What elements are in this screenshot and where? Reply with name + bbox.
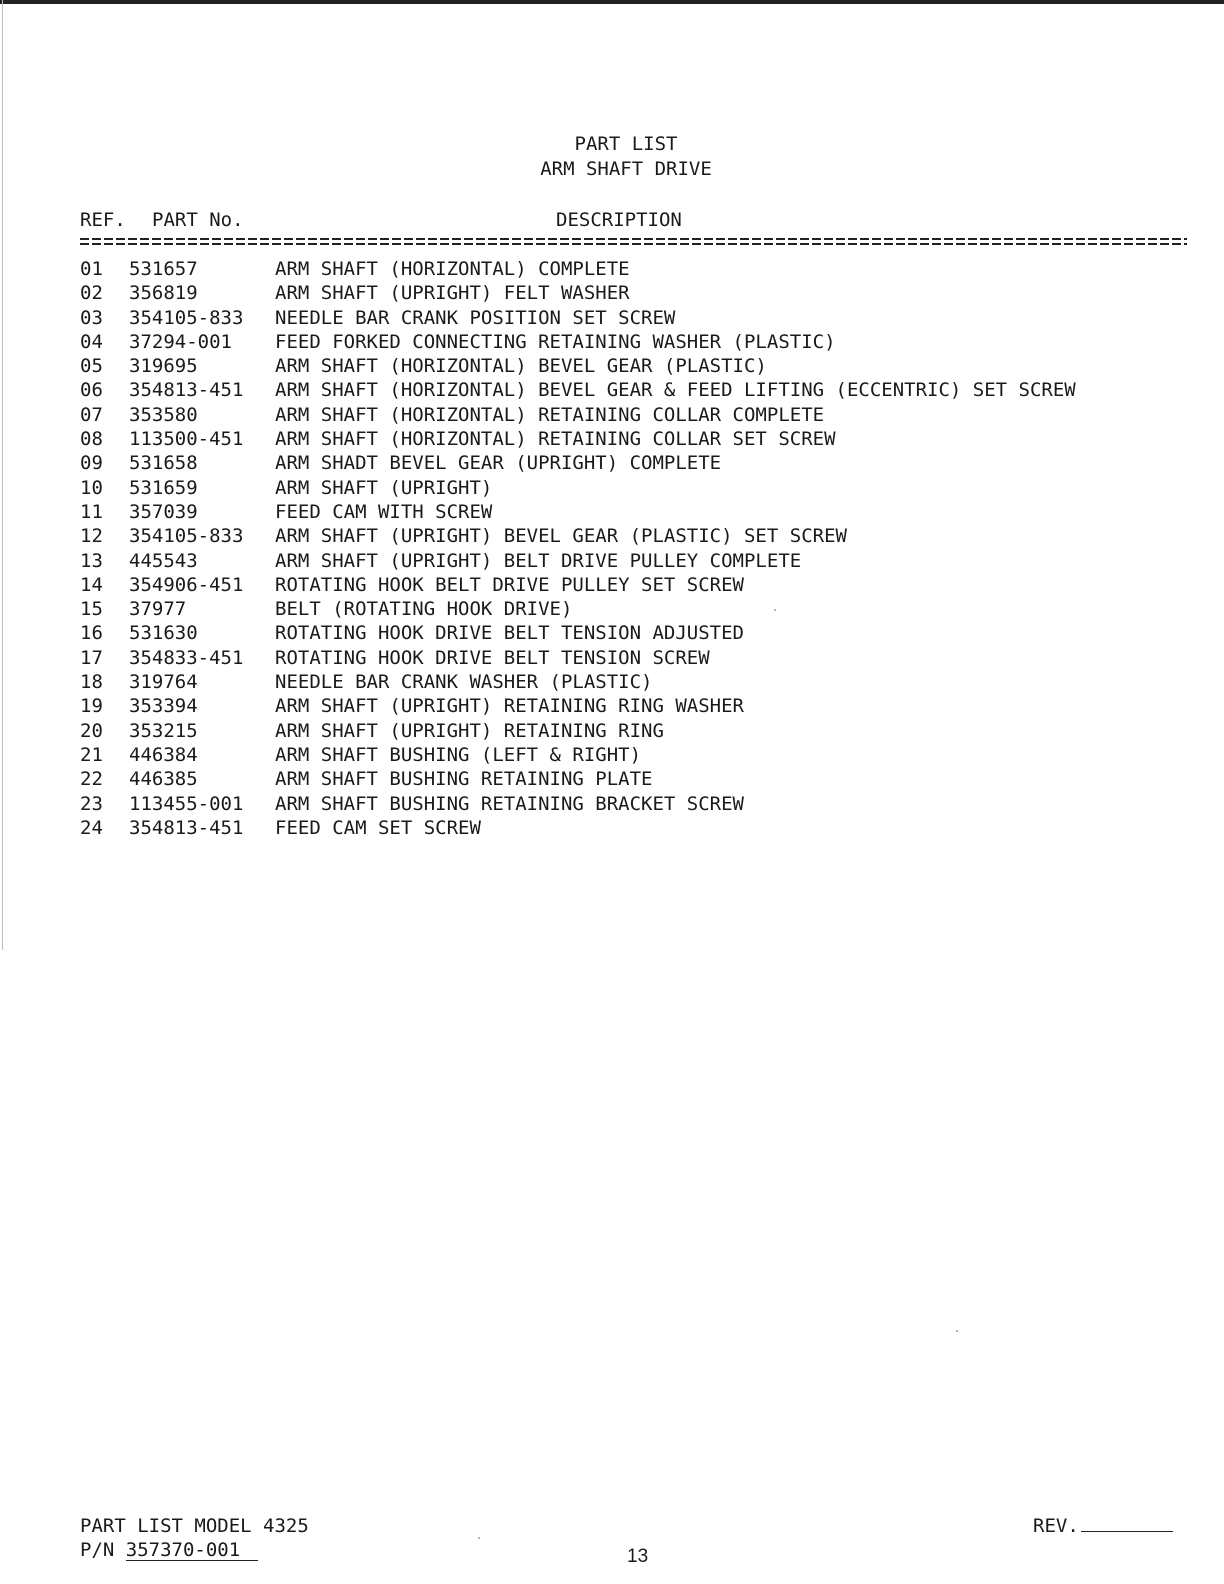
part-description: ARM SHADT BEVEL GEAR (UPRIGHT) COMPLETE — [275, 452, 722, 475]
list-item — [80, 646, 1200, 670]
ref-number: 06 — [80, 379, 103, 402]
pn-label: P/N — [80, 1539, 115, 1561]
ref-number: 11 — [80, 500, 103, 523]
list-item — [80, 670, 1200, 694]
part-number: 319695 — [129, 355, 198, 378]
ref-number: 17 — [80, 646, 103, 669]
part-description: ROTATING HOOK DRIVE BELT TENSION ADJUSTED — [275, 622, 744, 645]
part-number: 531657 — [129, 258, 198, 280]
part-number: 446384 — [129, 743, 198, 766]
part-number: 531630 — [129, 622, 198, 645]
part-number: 531659 — [129, 476, 198, 499]
part-description: ARM SHAFT (HORIZONTAL) BEVEL GEAR (PLASTIC) — [275, 355, 767, 378]
list-item — [80, 767, 1200, 791]
part-number: 353580 — [129, 403, 198, 426]
part-description: ARM SHAFT (UPRIGHT) FELT WASHER — [275, 282, 630, 305]
list-item — [80, 281, 1200, 305]
part-number: 354813-451 — [129, 379, 244, 402]
document-subtitle: ARM SHAFT DRIVE — [540, 158, 712, 180]
list-item — [80, 451, 1200, 475]
part-number: 356819 — [129, 282, 198, 305]
ref-number: 20 — [80, 719, 103, 742]
list-item — [80, 403, 1200, 427]
list-item — [80, 330, 1200, 354]
part-description: ARM SHAFT (HORIZONTAL) RETAINING COLLAR COMPLETE — [275, 403, 825, 426]
ref-number: 15 — [80, 598, 103, 621]
list-item — [80, 524, 1200, 548]
list-item — [80, 378, 1200, 402]
list-item — [80, 792, 1200, 816]
ref-number: 12 — [80, 525, 103, 548]
part-description: ARM SHAFT (UPRIGHT) BELT DRIVE PULLEY COMPLETE — [275, 549, 802, 572]
ref-number: 07 — [80, 403, 103, 426]
ref-number: 10 — [80, 476, 103, 499]
column-header-description: DESCRIPTION — [556, 209, 682, 231]
footer-part-number — [80, 1538, 258, 1562]
part-description: ARM SHAFT (UPRIGHT) RETAINING RING — [275, 719, 664, 742]
part-number: 113500-451 — [129, 428, 244, 451]
ref-number: 23 — [80, 792, 103, 815]
part-number: 354833-451 — [129, 646, 244, 669]
list-item — [80, 816, 1200, 840]
revision-field — [1033, 1514, 1173, 1538]
list-item — [80, 476, 1200, 500]
part-number: 531658 — [129, 452, 198, 475]
parts-list — [80, 257, 1200, 840]
part-description: NEEDLE BAR CRANK POSITION SET SCREW — [275, 306, 676, 329]
list-item — [80, 306, 1200, 330]
part-number: 354105-833 — [129, 306, 244, 329]
part-number: 353394 — [129, 695, 198, 718]
part-number: 354906-451 — [129, 573, 244, 596]
list-item — [80, 573, 1200, 597]
part-description: ARM SHAFT BUSHING (LEFT & RIGHT) — [275, 743, 642, 766]
part-description: ARM SHAFT BUSHING RETAINING BRACKET SCREW — [275, 792, 744, 815]
part-number: 37294-001 — [129, 330, 232, 353]
part-description: ROTATING HOOK BELT DRIVE PULLEY SET SCREW — [275, 573, 744, 596]
part-description: ARM SHAFT (HORIZONTAL) BEVEL GEAR & FEED LIFTING (ECCENTRIC) SET SCREW — [275, 379, 1076, 402]
part-description: FEED CAM SET SCREW — [275, 816, 481, 839]
ref-number: 24 — [80, 816, 103, 839]
ref-number: 02 — [80, 282, 103, 305]
list-item — [80, 427, 1200, 451]
part-description: BELT (ROTATING HOOK DRIVE) — [275, 598, 573, 621]
top-border-rule — [0, 0, 1224, 4]
part-number: 445543 — [129, 549, 198, 572]
header-divider-bottom — [80, 243, 1187, 245]
part-description: ROTATING HOOK DRIVE BELT TENSION SCREW — [275, 646, 710, 669]
part-description: FEED FORKED CONNECTING RETAINING WASHER (PLASTIC) — [275, 330, 836, 353]
part-number: 354105-833 — [129, 525, 244, 548]
ref-number: 04 — [80, 330, 103, 353]
pn-value: 357370-001 — [126, 1540, 258, 1561]
footer-model: PART LIST MODEL 4325 — [80, 1515, 309, 1537]
rev-label: REV. — [1033, 1515, 1079, 1537]
list-item — [80, 743, 1200, 767]
part-number: 357039 — [129, 500, 198, 523]
part-description: ARM SHAFT (UPRIGHT) — [275, 476, 493, 499]
ref-number: 09 — [80, 452, 103, 475]
list-item — [80, 621, 1200, 645]
ref-number: 18 — [80, 671, 103, 694]
part-number: 319764 — [129, 671, 198, 694]
part-description: ARM SHAFT (HORIZONTAL) COMPLETE — [275, 258, 630, 280]
ref-number: 03 — [80, 306, 103, 329]
list-item — [80, 597, 1200, 621]
part-description: ARM SHAFT (HORIZONTAL) RETAINING COLLAR SET SCREW — [275, 428, 836, 451]
page-number: 13 — [627, 1546, 649, 1567]
ref-number: 05 — [80, 355, 103, 378]
ref-number: 14 — [80, 573, 103, 596]
rev-blank-line — [1081, 1517, 1173, 1532]
scan-speck — [774, 609, 776, 611]
list-item — [80, 257, 1200, 281]
list-item — [80, 500, 1200, 524]
part-number: 446385 — [129, 768, 198, 791]
part-description: ARM SHAFT (UPRIGHT) RETAINING RING WASHER — [275, 695, 744, 718]
ref-number: 01 — [80, 258, 103, 280]
column-header-part-no: PART No. — [152, 209, 244, 231]
scan-speck — [956, 1330, 958, 1332]
ref-number: 13 — [80, 549, 103, 572]
list-item — [80, 354, 1200, 378]
part-number: 353215 — [129, 719, 198, 742]
document-title: PART LIST — [574, 133, 678, 155]
list-item — [80, 549, 1200, 573]
part-number: 354813-451 — [129, 816, 244, 839]
ref-number: 21 — [80, 743, 103, 766]
title-block — [0, 132, 1224, 182]
part-description: NEEDLE BAR CRANK WASHER (PLASTIC) — [275, 671, 653, 694]
part-description: ARM SHAFT (UPRIGHT) BEVEL GEAR (PLASTIC) SET SCREW — [275, 525, 847, 548]
part-description: FEED CAM WITH SCREW — [275, 500, 493, 523]
part-number: 113455-001 — [129, 792, 244, 815]
column-header-ref: REF. — [80, 209, 126, 231]
part-description: ARM SHAFT BUSHING RETAINING PLATE — [275, 768, 653, 791]
part-number: 37977 — [129, 598, 187, 621]
list-item — [80, 694, 1200, 718]
ref-number: 16 — [80, 622, 103, 645]
header-divider-top — [80, 238, 1187, 240]
ref-number: 22 — [80, 768, 103, 791]
scan-speck — [478, 1537, 480, 1539]
ref-number: 08 — [80, 428, 103, 451]
ref-number: 19 — [80, 695, 103, 718]
list-item — [80, 719, 1200, 743]
